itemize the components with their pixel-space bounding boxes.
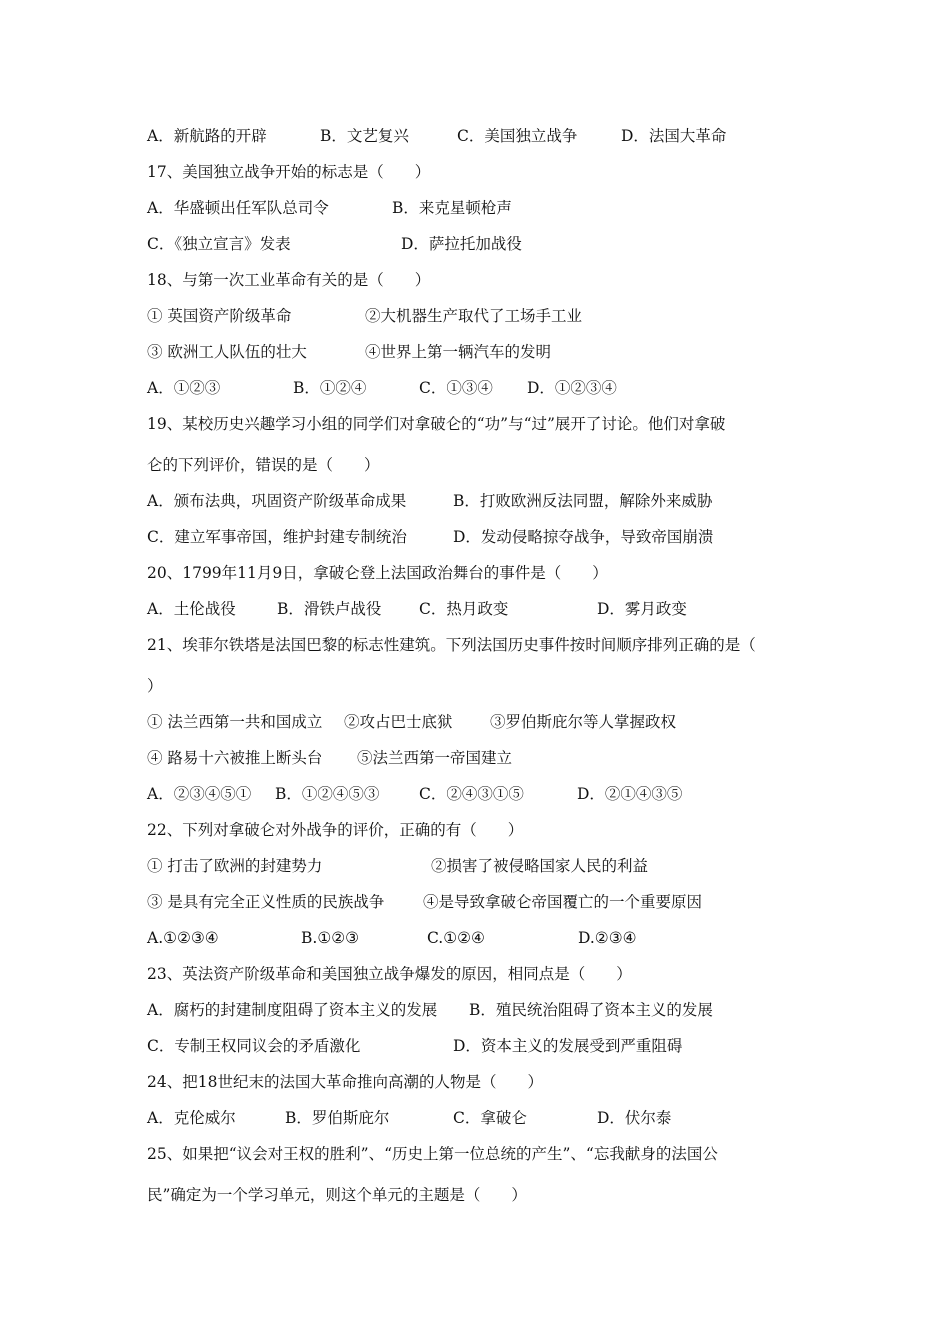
option-text: B．①②④: [293, 379, 367, 397]
option-text: C.①②④: [427, 929, 485, 947]
option-text: B．打败欧洲反法同盟，解除外来威胁: [453, 492, 713, 510]
question-text: 25、如果把“议会对王权的胜利”、“历史上第一位总统的产生”、“忘我献身的法国公: [147, 1145, 718, 1163]
option-text: ②损害了被侵略国家人民的利益: [431, 857, 649, 875]
question-text: 21、埃菲尔铁塔是法国巴黎的标志性建筑。下列法国历史事件按时间顺序排列正确的是（: [147, 636, 756, 654]
option-text: C．热月政变: [419, 600, 509, 618]
question-text: 18、与第一次工业革命有关的是（ ）: [147, 271, 431, 289]
option-text: D．资本主义的发展受到严重阻碍: [453, 1037, 683, 1055]
option-text: D．①②③④: [527, 379, 617, 397]
option-text: ⑤法兰西第一帝国建立: [357, 749, 513, 767]
option-text: ① 法兰西第一共和国成立: [147, 713, 323, 731]
option-text: D．萨拉托加战役: [401, 235, 522, 253]
option-text: ④世界上第一辆汽车的发明: [365, 343, 552, 361]
option-text: C．拿破仑: [453, 1109, 527, 1127]
option-text: B．①②④⑤③: [275, 785, 380, 803]
option-text: ②攻占巴士底狱: [344, 713, 453, 731]
option-text: A．土伦战役: [147, 600, 236, 618]
question-text: 民”确定为一个学习单元，则这个单元的主题是（ ）: [147, 1186, 527, 1204]
option-text: B．殖民统治阻碍了资本主义的发展: [469, 1001, 713, 1019]
question-text: 17、美国独立战争开始的标志是（ ）: [147, 163, 431, 181]
option-text: B．文艺复兴: [320, 127, 409, 145]
option-text: B．滑铁卢战役: [277, 600, 382, 618]
question-text: 20、1799年11月9日，拿破仑登上法国政治舞台的事件是（ ）: [147, 564, 608, 582]
option-text: B．罗伯斯庇尔: [285, 1109, 390, 1127]
option-text: ③罗伯斯庇尔等人掌握政权: [490, 713, 677, 731]
question-text: 23、英法资产阶级革命和美国独立战争爆发的原因，相同点是（ ）: [147, 965, 632, 983]
option-text: D．发动侵略掠夺战争，导致帝国崩溃: [453, 528, 714, 546]
question-text: 24、把18世纪末的法国大革命推向高潮的人物是（ ）: [147, 1073, 543, 1091]
option-text: D．②①④③⑤: [577, 785, 683, 803]
option-text: C．专制王权同议会的矛盾激化: [147, 1037, 361, 1055]
option-text: A．②③④⑤①: [147, 785, 252, 803]
option-text: A.①②③④: [147, 929, 219, 947]
option-text: A．新航路的开辟: [147, 127, 267, 145]
option-text: A．华盛顿出任军队总司令: [147, 199, 329, 217]
question-text: 仑的下列评价，错误的是（ ）: [147, 456, 380, 474]
option-text: ① 英国资产阶级革命: [147, 307, 292, 325]
option-text: B.①②③: [301, 929, 360, 947]
option-text: D．雾月政变: [597, 600, 687, 618]
question-text: 19、某校历史兴趣学习小组的同学们对拿破仑的“功”与“过”展开了讨论。他们对拿破: [147, 415, 726, 433]
option-text: A．颁布法典，巩固资产阶级革命成果: [147, 492, 407, 510]
question-text: 22、下列对拿破仑对外战争的评价，正确的有（ ）: [147, 821, 524, 839]
option-text: C．建立军事帝国，维护封建专制统治: [147, 528, 407, 546]
question-text: ）: [147, 677, 163, 695]
option-text: C．①③④: [419, 379, 493, 397]
option-text: C．美国独立战争: [457, 127, 578, 145]
option-text: ②大机器生产取代了工场手工业: [365, 307, 583, 325]
option-text: A．克伦威尔: [147, 1109, 236, 1127]
option-text: A．①②③: [147, 379, 221, 397]
option-text: ④ 路易十六被推上断头台: [147, 749, 323, 767]
option-text: ④是导致拿破仑帝国覆亡的一个重要原因: [423, 893, 703, 911]
option-text: ③ 欧洲工人队伍的壮大: [147, 343, 307, 361]
option-text: B．来克星顿枪声: [392, 199, 512, 217]
option-text: D．法国大革命: [621, 127, 727, 145]
option-text: A．腐朽的封建制度阻碍了资本主义的发展: [147, 1001, 438, 1019]
option-text: D．伏尔泰: [597, 1109, 672, 1127]
option-text: C．《独立宣言》发表: [147, 235, 291, 253]
option-text: ① 打击了欧洲的封建势力: [147, 857, 323, 875]
option-text: C．②④③①⑤: [419, 785, 524, 803]
option-text: ③ 是具有完全正义性质的民族战争: [147, 893, 385, 911]
option-text: D.②③④: [578, 929, 637, 947]
